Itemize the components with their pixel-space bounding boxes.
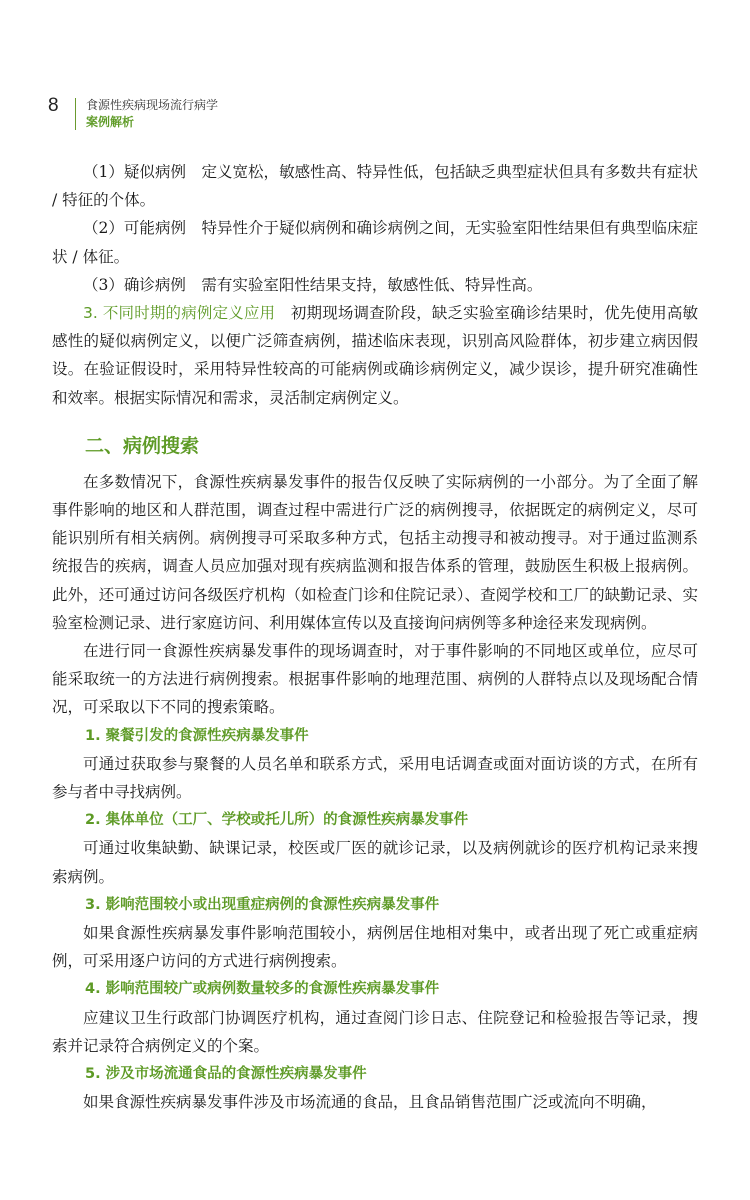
strategy-heading-collective-unit: 2. 集体单位（工厂、学校或托儿所）的食源性疾病暴发事件 (85, 812, 469, 829)
case-definition-application-heading: 3. 不同时期的病例定义应用 (83, 304, 276, 323)
page-number: 8 (48, 95, 59, 116)
strategy-text-gathering: 可通过获取参与聚餐的人员名单和联系方式，采用电话调查或面对面访谈的方式，在所有参与者中寻找病例。 (52, 754, 698, 802)
section-heading-case-search: 二、病例搜索 (85, 434, 200, 457)
strategy-heading-small-scope: 3. 影响范围较小或出现重症病例的食源性疾病暴发事件 (85, 896, 440, 913)
strategy-heading-wide-scope: 4. 影响范围较广或病例数量较多的食源性疾病暴发事件 (85, 981, 440, 998)
case-search-intro-paragraph: 在多数情况下，食源性疾病暴发事件的报告仅反映了实际病例的一小部分。为了全面了解事件影响的地区和人群范围，调查过程中需进行广泛的病例搜寻，依据既定的病例定义，尽可能识别所有相关病例。病例搜寻可采取多种方式，包括主动搜寻和被动搜寻。对于通过监测系统报告的疾病，调查人员应加强对现有疾病监测和报告体系的管理，鼓励医生积极上报病例。此外，还可通过访问各级医疗机构（如检查门诊和住院记录）、查阅学校和工厂的缺勤记录、实验室检测记录、进行家庭访问、利用媒体宣传以及直接询问病例等多种途径来发现病例。 (52, 472, 698, 632)
strategy-text-market-food: 如果食源性疾病暴发事件涉及市场流通的食品，且食品销售范围广泛或流向不明确， (83, 1093, 657, 1112)
strategy-heading-gathering: 1. 聚餐引发的食源性疾病暴发事件 (85, 727, 309, 744)
book-subtitle: 案例解析 (86, 115, 135, 129)
strategy-text-collective-unit: 可通过收集缺勤、缺课记录，校医或厂医的就诊记录，以及病例就诊的医疗机构记录来搜索病例。 (52, 839, 698, 886)
probable-case-definition: （2）可能病例 特异性介于疑似病例和确诊病例之间，无实验室阳性结果但有典型临床症状 / 体征。 (52, 219, 698, 266)
header-divider (75, 98, 76, 130)
book-title: 食源性疾病现场流行病学 (86, 98, 219, 112)
strategy-heading-market-food: 5. 涉及市场流通食品的食源性疾病暴发事件 (85, 1066, 367, 1083)
strategy-text-wide-scope: 应建议卫生行政部门协调医疗机构，通过查阅门诊日志、住院登记和检验报告等记录，搜索并记录符合病例定义的个案。 (52, 1008, 698, 1055)
suspected-case-definition: （1）疑似病例 定义宽松，敏感性高、特异性低，包括缺乏典型症状但具有多数共有症状 / 特征的个体。 (52, 163, 698, 210)
page-body (52, 158, 698, 1117)
case-search-strategy-paragraph: 在进行同一食源性疾病暴发事件的现场调查时，对于事件影响的不同地区或单位，应尽可能采取统一的方法进行病例搜索。根据事件影响的地理范围、病例的人群特点以及现场配合情况，可采取以下不同的搜索策略。 (52, 642, 698, 717)
case-definition-application-paragraph (52, 299, 698, 412)
strategy-text-small-scope: 如果食源性疾病暴发事件影响范围较小，病例居住地相对集中，或者出现了死亡或重症病例，可采用逐户访问的方式进行病例搜索。 (52, 924, 698, 971)
confirmed-case-definition: （3）确诊病例 需有实验室阳性结果支持，敏感性低、特异性高。 (83, 275, 543, 294)
case-definition-application-text: 初期现场调查阶段，缺乏实验室确诊结果时，优先使用高敏感性的疑似病例定义，以便广泛筛查病例，描述临床表现，识别高风险群体，初步建立病因假设。在验证假设时，采用特异性较高的可能病例或确诊病例定义，减少误诊，提升研究准确性和效率。根据实际情况和需求，灵活制定病例定义。 (52, 304, 698, 407)
